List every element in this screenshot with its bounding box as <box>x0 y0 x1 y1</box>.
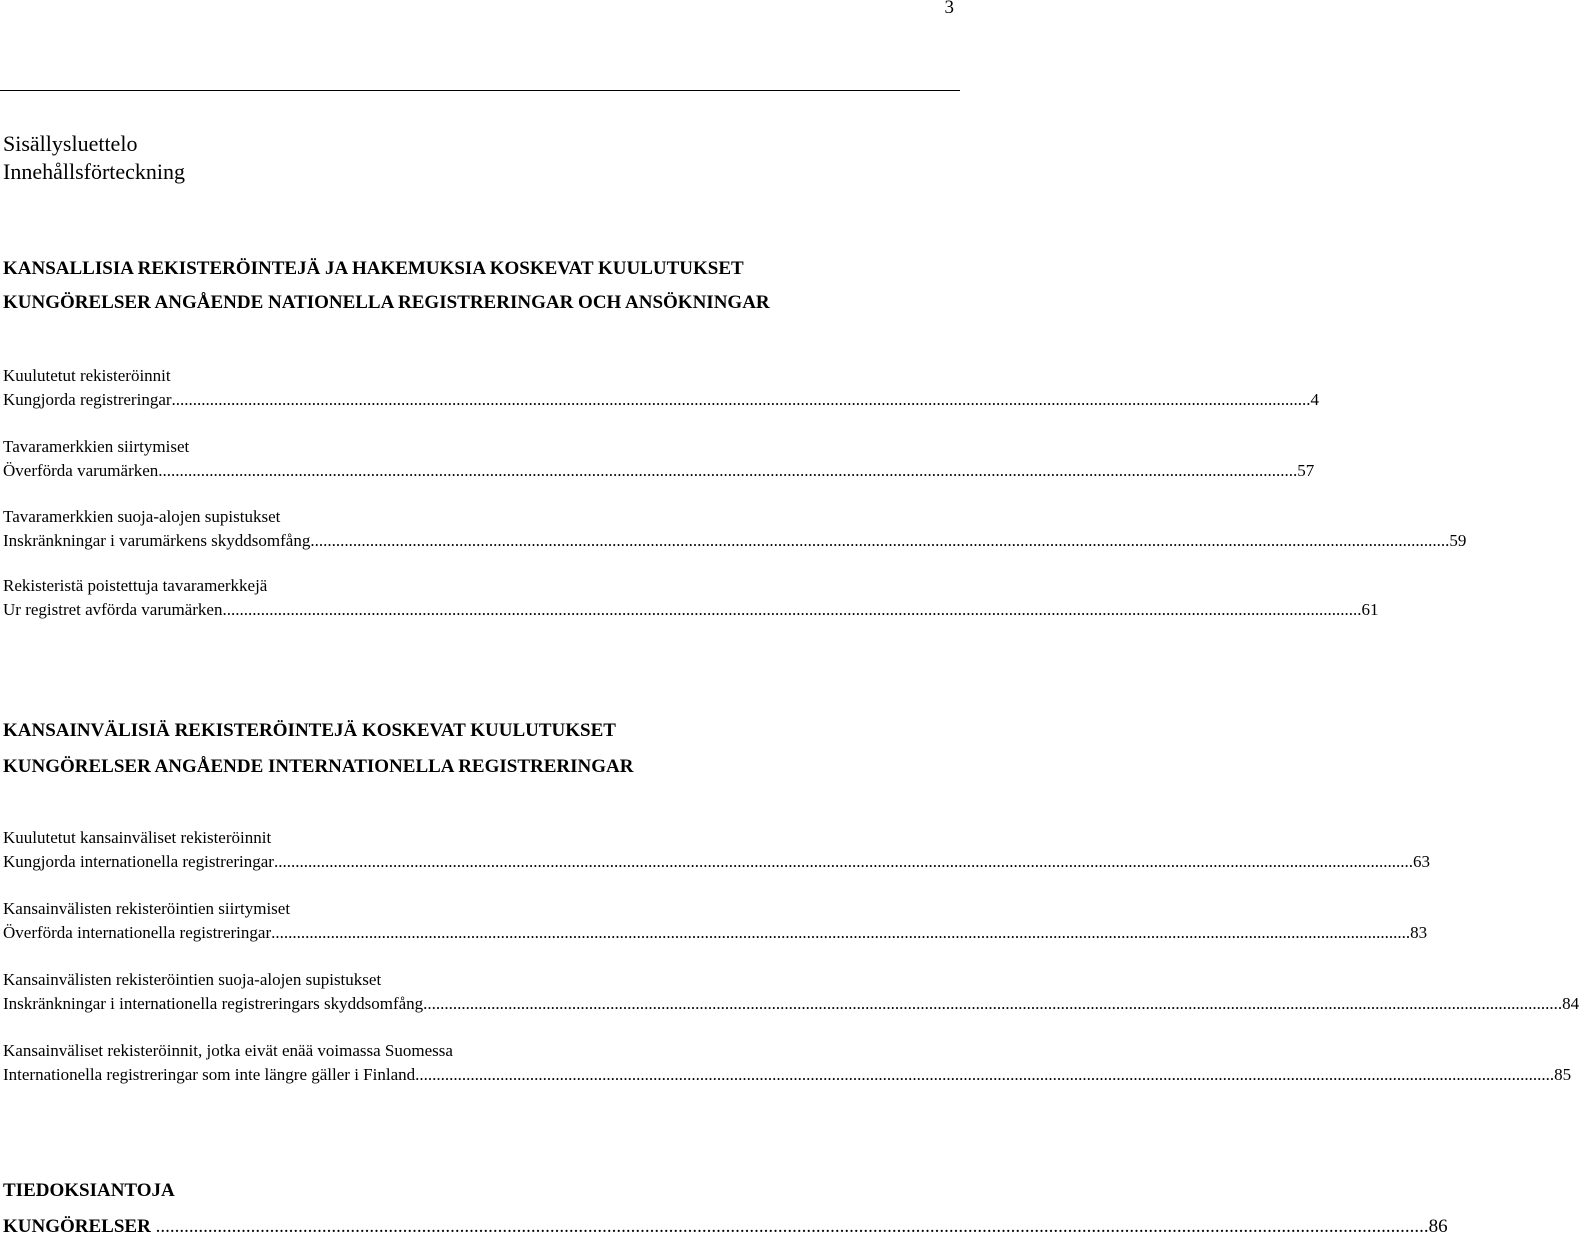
toc-entry[interactable] <box>3 505 1467 553</box>
dot-leader: ............................................................................................................................................................................................................................................................................ <box>271 923 1411 942</box>
dot-leader: ............................................................................................................................................................................................................................................................................ <box>150 1216 1429 1237</box>
toc-entry-page: 63 <box>1412 852 1430 871</box>
toc-entry-label-sv: Internationella registreringar som inte längre gäller i Finland <box>3 1065 416 1084</box>
top-rule <box>0 90 960 91</box>
toc-entry-label-sv: Kungjorda registreringar <box>3 390 172 409</box>
dot-leader: ............................................................................................................................................................................................................................................................................ <box>171 390 1311 409</box>
dot-leader: ............................................................................................................................................................................................................................................................................ <box>273 852 1413 871</box>
dot-leader: ............................................................................................................................................................................................................................................................................ <box>423 994 1563 1013</box>
toc-entry-label-fi: Tavaramerkkien siirtymiset <box>3 437 190 456</box>
toc-entry[interactable] <box>3 1039 1572 1087</box>
page-number: 3 <box>944 0 954 18</box>
toc-entry-page: 57 <box>1297 461 1315 480</box>
toc-entry-page: 84 <box>1562 994 1579 1013</box>
dot-leader: ............................................................................................................................................................................................................................................................................ <box>222 600 1362 619</box>
dot-leader: ............................................................................................................................................................................................................................................................................ <box>158 461 1298 480</box>
section-heading-international-fi: KANSAINVÄLISIÄ REKISTERÖINTEJÄ KOSKEVAT KUULUTUKSET <box>3 720 616 741</box>
section-heading-national-fi: KANSALLISIA REKISTERÖINTEJÄ JA HAKEMUKSIA KOSKEVAT KUULUTUKSET <box>3 258 744 279</box>
toc-entry-page: 83 <box>1410 923 1428 942</box>
section-heading-national-sv: KUNGÖRELSER ANGÅENDE NATIONELLA REGISTRERINGAR OCH ANSÖKNINGAR <box>3 292 770 313</box>
notices-heading-sv: KUNGÖRELSER <box>3 1216 151 1237</box>
toc-title-sv: Innehållsförteckning <box>3 159 186 184</box>
notices-heading-fi: TIEDOKSIANTOJA <box>3 1180 175 1201</box>
toc-entry-page: 59 <box>1449 531 1467 550</box>
toc-entry-label-sv: Inskränkningar i internationella registreringars skyddsomfång <box>3 994 424 1013</box>
toc-entry-label-fi: Kansainväliset rekisteröinnit, jotka eivät enää voimassa Suomessa <box>3 1041 453 1060</box>
toc-entry[interactable] <box>3 968 1579 1016</box>
toc-entry[interactable] <box>3 435 1315 483</box>
toc-entry[interactable] <box>3 364 1320 412</box>
toc-entry-page: 85 <box>1554 1065 1572 1084</box>
toc-entry-label-sv: Överförda internationella registreringar <box>3 923 272 942</box>
toc-title-fi: Sisällysluettelo <box>3 131 138 156</box>
toc-entry[interactable] <box>3 826 1430 874</box>
toc-entry-label-fi: Kuulutetut rekisteröinnit <box>3 366 171 385</box>
toc-entry-label-fi: Kansainvälisten rekisteröintien siirtymiset <box>3 899 291 918</box>
dot-leader: ............................................................................................................................................................................................................................................................................ <box>310 531 1450 550</box>
toc-entry[interactable] <box>3 574 1379 622</box>
toc-entry-label-sv: Kungjorda internationella registreringar <box>3 852 274 871</box>
toc-entry-label-fi: Tavaramerkkien suoja-alojen supistukset <box>3 507 281 526</box>
toc-entry-page: 4 <box>1310 390 1320 409</box>
section-heading-international-sv: KUNGÖRELSER ANGÅENDE INTERNATIONELLA REGISTRERINGAR <box>3 756 634 777</box>
toc-entry-label-sv: Ur registret avförda varumärken <box>3 600 223 619</box>
toc-entry-page: 61 <box>1361 600 1379 619</box>
toc-entry-label-fi: Rekisteristä poistettuja tavaramerkkejä <box>3 576 268 595</box>
toc-entry-notices[interactable] <box>3 1214 1448 1240</box>
dot-leader: ............................................................................................................................................................................................................................................................................ <box>415 1065 1555 1084</box>
toc-entry-label-fi: Kansainvälisten rekisteröintien suoja-alojen supistukset <box>3 970 382 989</box>
toc-entry-label-fi: Kuulutetut kansainväliset rekisteröinnit <box>3 828 272 847</box>
toc-entry[interactable] <box>3 897 1428 945</box>
toc-entry-label-sv: Överförda varumärken <box>3 461 159 480</box>
toc-entry-page: 86 <box>1428 1216 1448 1237</box>
toc-entry-label-sv: Inskränkningar i varumärkens skyddsomfång <box>3 531 311 550</box>
